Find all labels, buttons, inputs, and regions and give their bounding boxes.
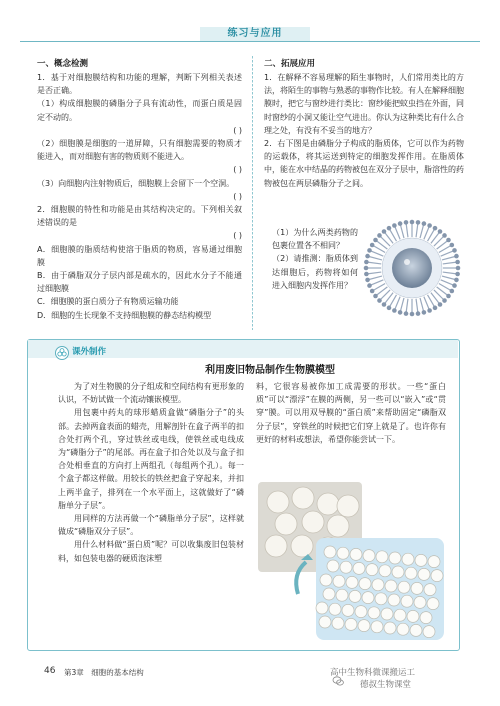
answer-paren-3: ( ) [233, 191, 242, 201]
option-b: B．由于磷脂双分子层内部是疏水的，因此水分子不能通过细胞膜 [37, 271, 242, 294]
answer-paren-4: ( ) [233, 231, 242, 241]
column-divider [252, 56, 253, 330]
membrane-model-photos [258, 482, 448, 642]
answer-paren-2: ( ) [233, 165, 242, 175]
extension-question-2-intro: 2．右下图是由磷脂分子构成的脂质体，它可以作为药物的运载体，将其运送到特定的细胞发挥作用。在脂质体中，能在水中结晶的药物被包在双分子层中，脂溶性的药物被包在两层磷脂分子之间。 [264, 139, 464, 188]
liposome-figure [362, 216, 462, 320]
activity-paragraph-3: 用同样的方法再做一个“磷脂单分子层”，这样就做成“磷脂双分子层”。 [58, 514, 244, 537]
header-rule [20, 41, 480, 42]
page-number: 46 [44, 666, 56, 676]
chapter-label: 第3章 细胞的基本结构 [64, 668, 144, 677]
question-1-intro: 1．基于对细胞膜结构和功能的理解，判断下列相关表述是否正确。 [37, 73, 242, 96]
activity-paragraph-2: 用包裹中药丸的球形蜡质盒做“磷脂分子”的头部。去掉两盒表面的蜡壳，用解剖针在盒子两半的扣合处打两个孔，穿过铁丝或电线，使铁丝或电线成为“磷脂分子”的尾部。再在盒子扣合处以及与盒子扣合处相垂直的方向打上两组孔（每组两个孔）。每一个盒子都这样做。用较长的铁丝把盒子穿起来，并扣上两半盒子，排列在一个水平面上，这就做好了“磷脂单分子层”。 [58, 408, 244, 510]
activity-paragraph-4: 用什么材料做“蛋白质”呢？可以收集废旧包装材料，如包装电器的硬质泡沫塑 [58, 540, 244, 563]
option-c: C．细胞膜的蛋白质分子有物质运输功能 [37, 297, 179, 307]
option-d: D．细胞的生长现象不支持细胞膜的静态结构模型 [37, 310, 212, 320]
flower-icon [55, 346, 69, 360]
extension-question-2-item-1: （1）为什么两类药物的包裹位置各不相同？ [272, 228, 358, 251]
watermark-line-2: 德叔生物课堂 [360, 680, 412, 690]
extension-heading: 二、拓展应用 [264, 59, 316, 69]
question-1-item-1: （1）构成细胞膜的磷脂分子具有流动性，而蛋白质是固定不动的。 [37, 99, 242, 122]
activity-right-text [256, 380, 446, 446]
activity-left-text [58, 380, 244, 565]
concept-check-section [37, 58, 242, 322]
question-1-item-3: （3）向细胞内注射物质后，细胞膜上会留下一个空洞。 [37, 178, 235, 188]
activity-paragraph-1: 为了对生物膜的分子组成和空间结构有更形象的认识，不妨试做一个流动镶嵌模型。 [58, 382, 244, 405]
question-1-item-2: （2）细胞膜是细胞的一道屏障，只有细胞需要的物质才能进入，而对细胞有害的物质则不能进入。 [37, 139, 242, 162]
activity-paragraph-5: 料，它很容易被你加工成需要的形状。一些“蛋白质”可以“漂浮”在膜的两侧，另一些可以“嵌入”或“贯穿”膜。可以用双导膜的“蛋白质”来帮助固定“磷脂双分子层”，穿铁丝的时候把它们穿上就是了。也许你有更好的材料或想法，希望你能尝试一下。 [256, 382, 446, 444]
extension-question-2-item-2: （2）请推测：脂质体到达细胞后，药物将如何进入细胞内发挥作用？ [272, 254, 358, 290]
extension-subquestions [272, 226, 358, 292]
answer-paren-1: ( ) [233, 125, 242, 135]
section-title: 练习与应用 [200, 27, 310, 41]
extension-question-1: 1．在解释不容易理解的陌生事物时，人们常用类比的方法，将陌生的事物与熟悉的事物作比较。有人在解释细胞膜时，把它与窗纱进行类比：窗纱能把蚊虫挡在外面，同时窗纱的小洞又能让空气进出。你认为这种类比有什么合理之处，有没有不妥当的地方？ [264, 73, 464, 135]
watermark-line-1: 高中生物科微课搬运工 [330, 668, 416, 678]
activity-tag: 课外制作 [72, 347, 107, 357]
option-a: A．细胞膜的脂质结构使溶于脂质的物质，容易通过细胞膜 [37, 244, 242, 267]
concept-check-heading: 一、概念检测 [37, 59, 89, 69]
extension-section [264, 58, 464, 190]
wechat-icon [332, 671, 344, 681]
activity-title: 利用废旧物品制作生物膜模型 [205, 365, 335, 376]
question-2-intro: 2．细胞膜的特性和功能是由其结构决定的。下列相关叙述错误的是 [37, 205, 242, 228]
